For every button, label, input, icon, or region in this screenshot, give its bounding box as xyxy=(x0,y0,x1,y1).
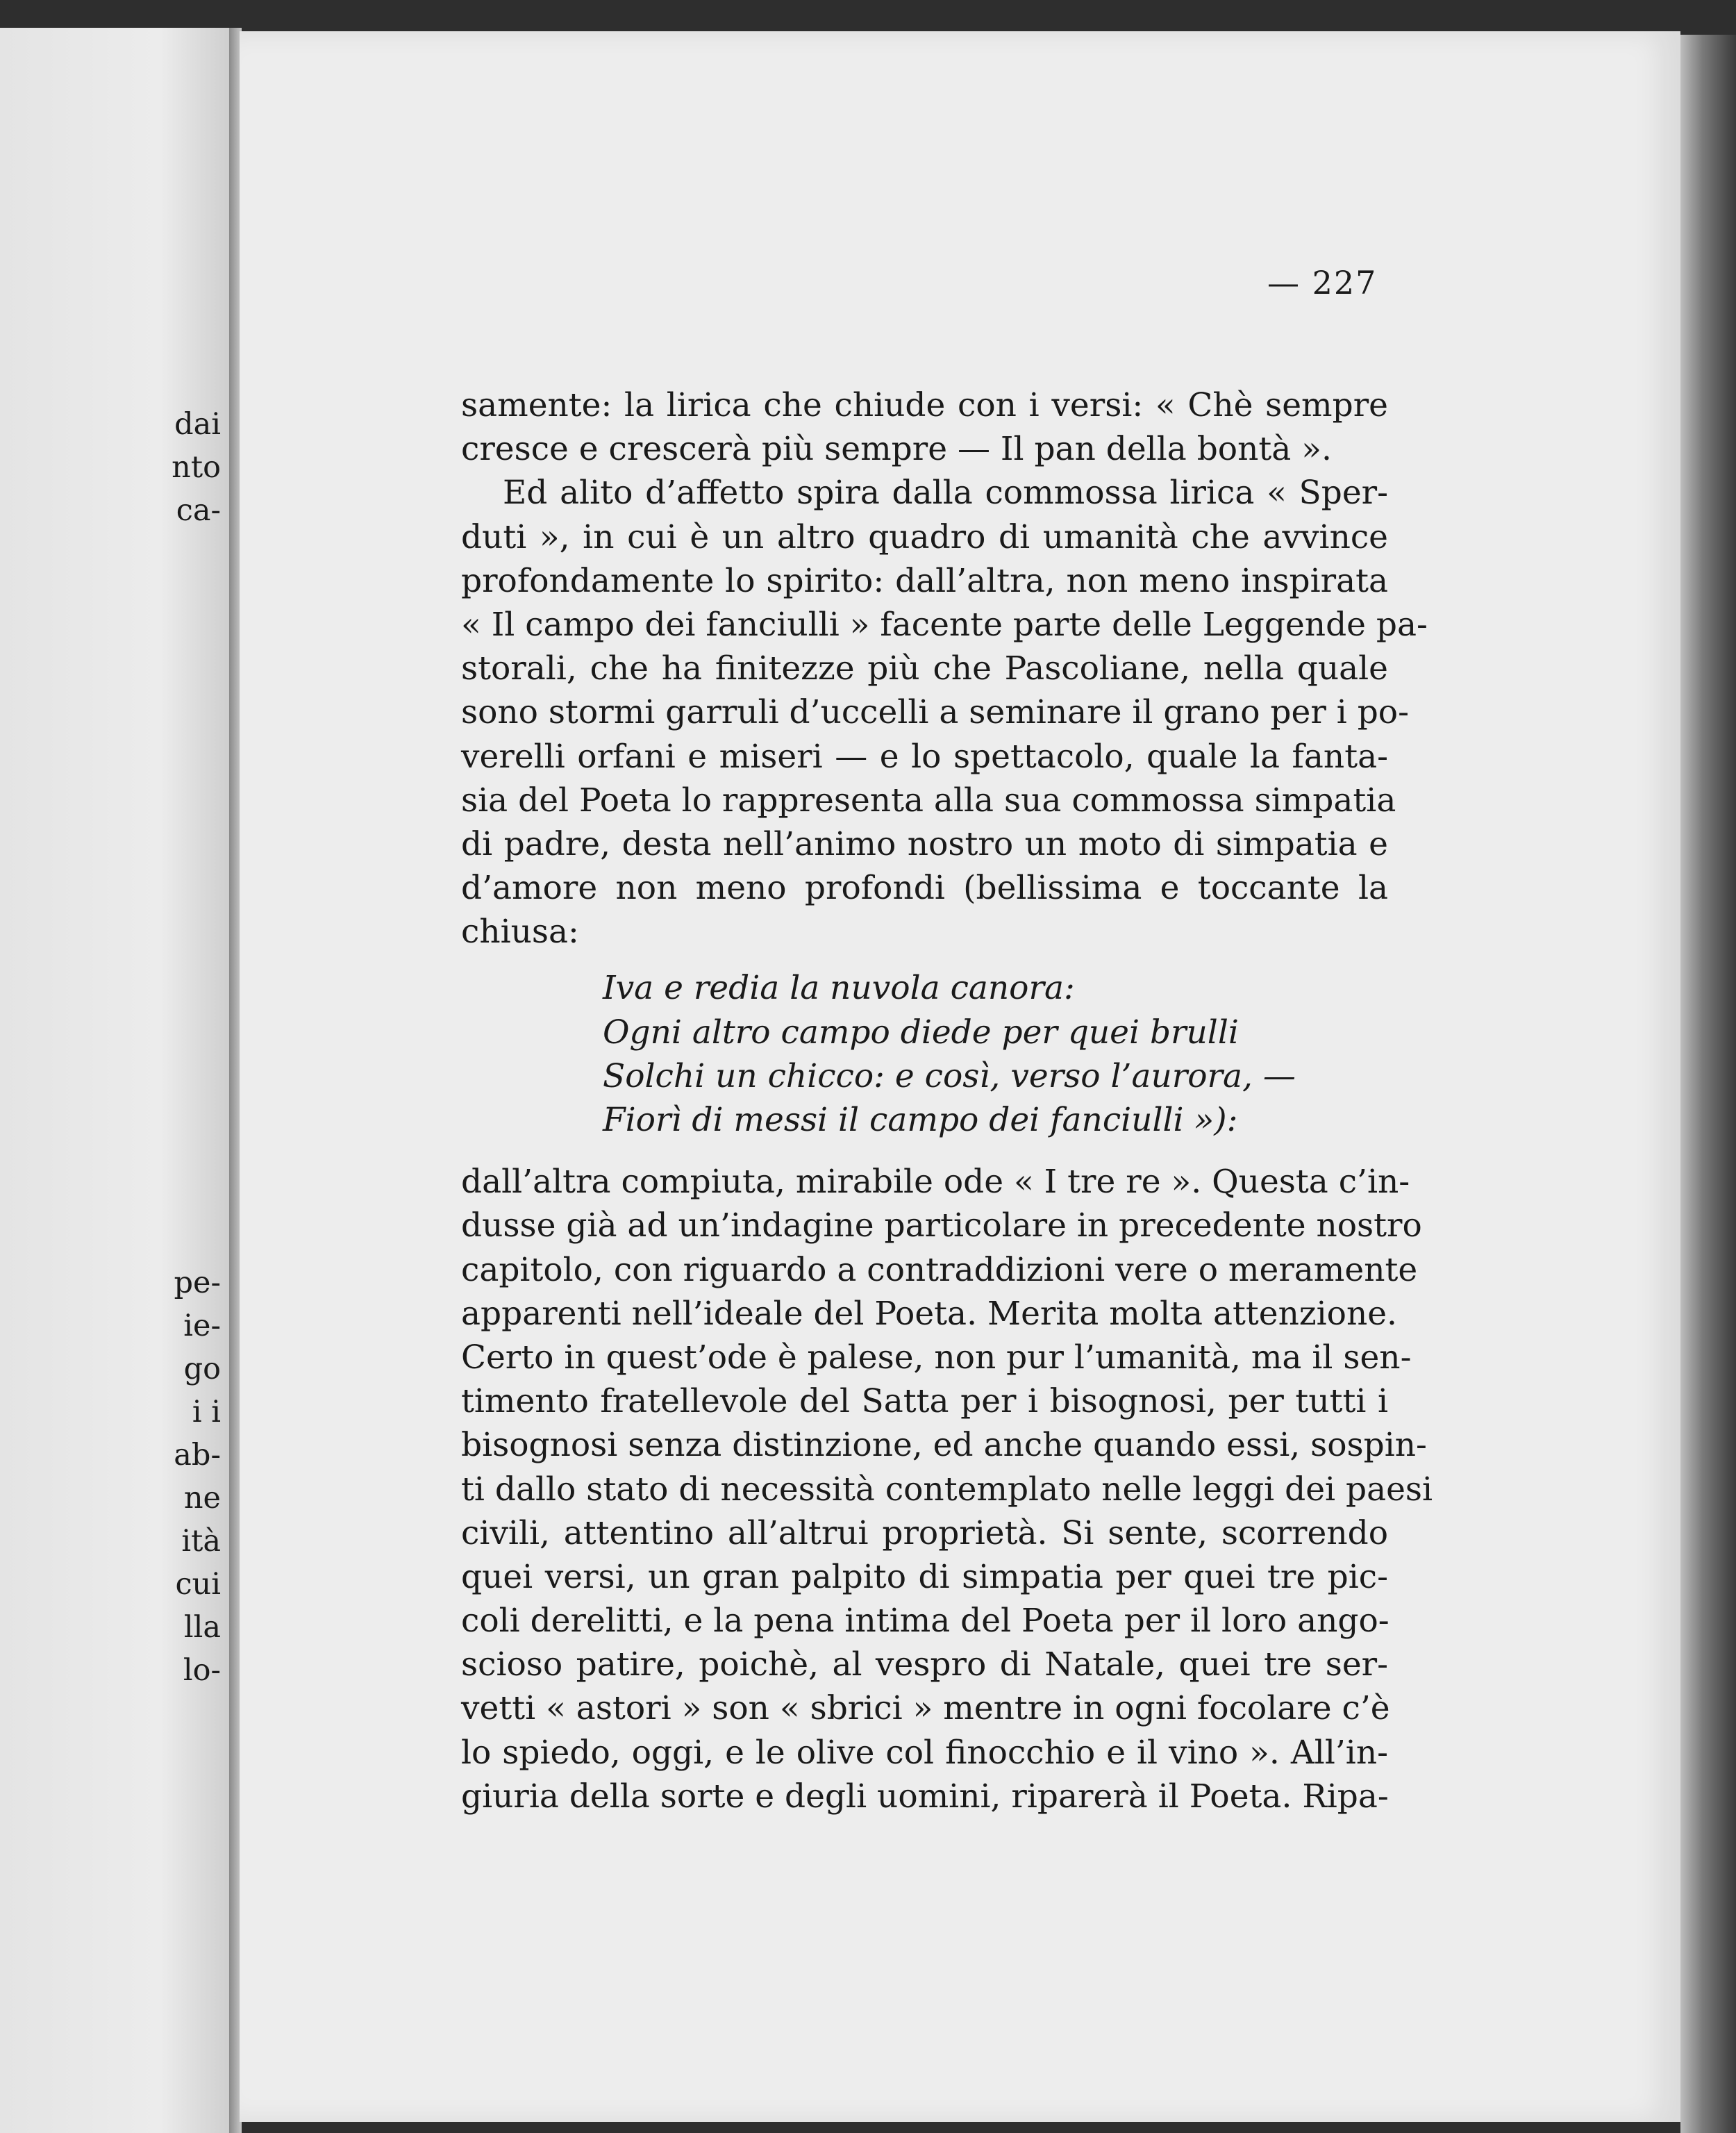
verse-line: Fiorì di messi il campo dei fanciulli »): xyxy=(603,1101,1238,1139)
text-line: samente: la lirica che chiude con i versi: « Chè sempre xyxy=(461,386,1388,424)
text-line: dall’altra compiuta, mirabile ode « I tre re ». Questa c’in- xyxy=(461,1163,1410,1202)
text-line: giuria della sorte e degli uomini, riparerà il Poeta. Ripa- xyxy=(461,1777,1389,1816)
text-line: Ed alito d’affetto spira dalla commossa lirica « Sper- xyxy=(503,474,1388,513)
left-fragment: ità xyxy=(181,1524,221,1559)
left-page-fragments xyxy=(172,403,221,1692)
text-line: cresce e crescerà più sempre — Il pan della bontà ». xyxy=(461,430,1332,469)
text-line: dusse già ad un’indagine particolare in precedente nostro xyxy=(461,1206,1422,1245)
page-number: — 227 xyxy=(1267,264,1378,301)
verse-line: Iva e redia la nuvola canora: xyxy=(603,969,1075,1008)
text-line: Certo in quest’ode è palese, non pur l’umanità, ma il sen- xyxy=(461,1338,1412,1377)
verse-line: Solchi un chicco: e così, verso l’aurora, — xyxy=(603,1056,1296,1095)
left-page xyxy=(0,28,229,2133)
text-line: di padre, desta nell’animo nostro un moto di simpatia e xyxy=(461,824,1388,863)
text-line: civili, attentino all’altrui proprietà. Si sente, scorrendo xyxy=(461,1513,1388,1552)
text-line: sia del Poeta lo rappresenta alla sua commossa simpatia xyxy=(461,781,1396,820)
left-fragment: cui xyxy=(175,1567,221,1602)
verse-line: Ogni altro campo diede per quei brulli xyxy=(603,1013,1239,1052)
text-line: coli derelitti, e la pena intima del Poeta per il loro ango- xyxy=(461,1602,1389,1641)
text-line: « Il campo dei fanciulli » facente parte delle Leggende pa- xyxy=(461,605,1428,644)
text-line: ti dallo stato di necessità contemplato nelle leggi dei paesi xyxy=(461,1470,1433,1509)
left-fragment: lla xyxy=(183,1610,221,1645)
text-line: apparenti nell’ideale del Poeta. Merita molta attenzione. xyxy=(461,1294,1397,1333)
left-fragment: ne xyxy=(183,1481,221,1516)
text-line: verelli orfani e miseri — e lo spettacolo, quale la fanta- xyxy=(461,737,1388,776)
left-fragment: dai xyxy=(174,407,221,442)
text-line: lo spiedo, oggi, e le olive col finocchio e il vino ». All’in- xyxy=(461,1733,1388,1772)
paragraph-3 xyxy=(461,1160,1433,1818)
left-fragment: pe- xyxy=(174,1265,221,1300)
text-line: quei versi, un gran palpito di simpatia per quei tre pic- xyxy=(461,1557,1388,1596)
left-fragment: ab- xyxy=(174,1438,221,1472)
left-fragment: go xyxy=(183,1352,221,1386)
text-line: vetti « astori » son « sbrici » mentre in ogni focolare c’è xyxy=(461,1689,1390,1728)
left-fragment: i i xyxy=(192,1395,221,1429)
text-line: chiusa: xyxy=(461,913,579,952)
text-line: duti », in cui è un altro quadro di umanità che avvince xyxy=(461,517,1388,556)
verse-quote xyxy=(603,966,1388,1142)
left-fragment: ca- xyxy=(176,493,221,528)
text-line: bisognosi senza distinzione, ed anche quando essi, sospin- xyxy=(461,1426,1427,1465)
page-edge xyxy=(1680,35,1736,2133)
text-line: capitolo, con riguardo a contraddizioni vere o meramente xyxy=(461,1250,1418,1289)
text-line: sono stormi garruli d’uccelli a seminare il grano per i po- xyxy=(461,693,1409,732)
left-fragment: ie- xyxy=(183,1309,221,1343)
paragraph-1 xyxy=(461,383,1388,471)
text-line: profondamente lo spirito: dall’altra, non meno inspirata xyxy=(461,561,1388,600)
body-text xyxy=(461,383,1433,1818)
paragraph-2 xyxy=(461,471,1428,954)
text-line: d’amore non meno profondi (bellissima e toccante la xyxy=(461,869,1388,908)
text-line: storali, che ha finitezze più che Pascoliane, nella quale xyxy=(461,649,1388,688)
text-line: timento fratellevole del Satta per i bisognosi, per tutti i xyxy=(461,1382,1388,1421)
left-fragment: lo- xyxy=(183,1653,221,1688)
text-line: scioso patire, poichè, al vespro di Natale, quei tre ser- xyxy=(461,1645,1388,1684)
left-fragment: nto xyxy=(172,450,221,485)
